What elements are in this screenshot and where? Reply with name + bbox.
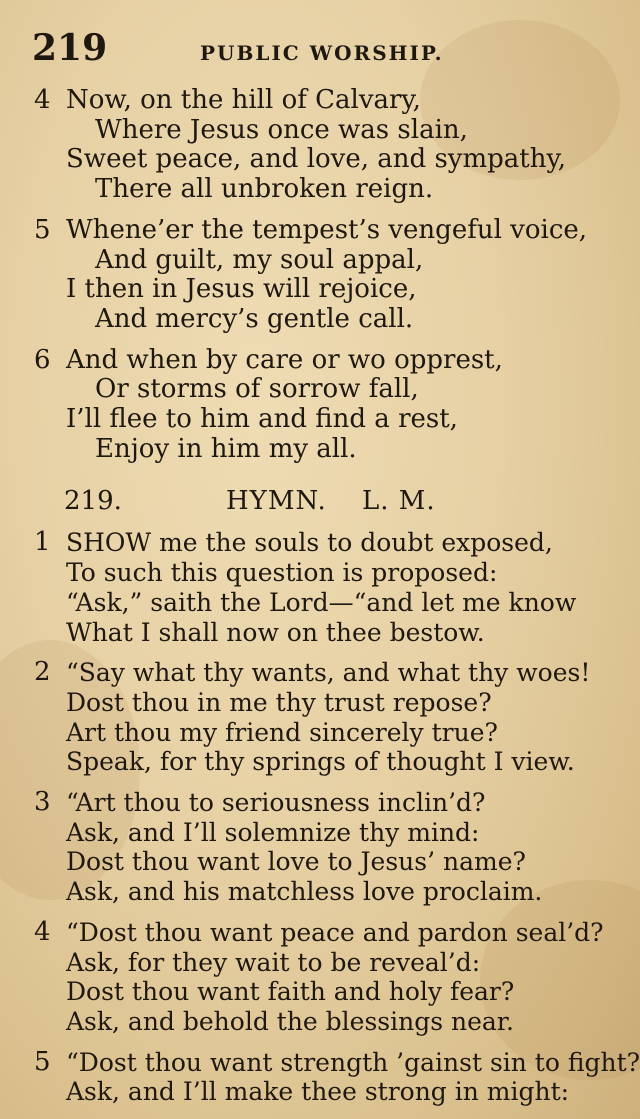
hymn-number: 219. [64, 486, 122, 517]
verse-line: Sweet peace, and love, and sympathy, [66, 144, 566, 175]
page-number: 219 [32, 27, 108, 69]
verse-line: “Say what thy wants, and what thy woes! [66, 658, 591, 688]
stanza-number: 4 [34, 916, 51, 947]
verse-line: And mercy’s gentle call. [95, 303, 414, 334]
running-title: PUBLIC WORSHIP. [200, 41, 444, 65]
verse-line: Or storms of sorrow fall, [95, 374, 419, 405]
verse-line: “Dost thou want strength ’gainst sin to fight? [66, 1047, 640, 1077]
verse-line: SHOW me the souls to doubt exposed, [66, 528, 553, 558]
stanza-5 [0, 216, 640, 335]
stanza-3 [0, 788, 640, 907]
verse-line: Ask, for they wait to be reveal’d: [66, 947, 481, 977]
verse-line: And when by care or wo opprest, [66, 344, 503, 375]
stanza-4 [0, 86, 640, 205]
stanza-6 [0, 346, 640, 465]
verse-line: Ask, and I’ll make thee strong in might: [66, 1077, 570, 1107]
stanza-number: 3 [34, 787, 51, 818]
stanza-number: 5 [34, 214, 51, 245]
hymn-title: HYMN. [226, 486, 327, 517]
page-header [0, 26, 640, 76]
verse-line: Ask, and I’ll solemnize thy mind: [66, 817, 480, 847]
stanza-number: 6 [34, 344, 51, 375]
verse-line: I then in Jesus will rejoice, [66, 274, 417, 305]
verse-line: “Dost thou want peace and pardon seal’d? [66, 917, 604, 947]
verse-line: To such this question is proposed: [66, 558, 498, 588]
verse-line: Art thou my friend sincerely true? [66, 717, 498, 747]
hymn-meter: L. M. [362, 486, 436, 517]
verse-line: I’ll flee to him and find a rest, [66, 404, 458, 435]
stanza-1 [0, 528, 640, 647]
verse-line: Dost thou in me thy trust repose? [66, 687, 492, 717]
verse-line: There all unbroken reign. [95, 174, 434, 205]
verse-line: Enjoy in him my all. [95, 433, 357, 464]
stanza-number: 2 [34, 657, 51, 688]
verse-line: Where Jesus once was slain, [95, 114, 468, 145]
stanza-number: 1 [34, 527, 51, 558]
verse-line: “Art thou to seriousness inclin’d? [66, 788, 486, 818]
verse-line: What I shall now on thee bestow. [66, 617, 485, 647]
page-content [0, 86, 640, 1118]
stanza-5 [0, 1048, 640, 1107]
verse-line: Ask, and behold the blessings near. [66, 1006, 514, 1036]
verse-line: “Ask,” saith the Lord—“and let me know [66, 587, 577, 617]
stanza-number: 5 [34, 1046, 51, 1077]
verse-line: Dost thou want love to Jesus’ name? [66, 847, 526, 877]
verse-line: Ask, and his matchless love proclaim. [66, 877, 543, 907]
hymn-heading [0, 482, 640, 524]
verse-line: Whene’er the tempest’s vengeful voice, [66, 214, 588, 245]
stanza-2 [0, 658, 640, 777]
hymn-body [0, 528, 640, 1107]
stanza-number: 4 [34, 85, 51, 115]
verse-line: And guilt, my soul appal, [95, 244, 424, 275]
verse-line: Dost thou want faith and holy fear? [66, 977, 515, 1007]
verse-line: Speak, for thy springs of thought I view. [66, 747, 575, 777]
verse-line: Now, on the hill of Calvary, [66, 85, 421, 115]
stanza-4 [0, 918, 640, 1037]
